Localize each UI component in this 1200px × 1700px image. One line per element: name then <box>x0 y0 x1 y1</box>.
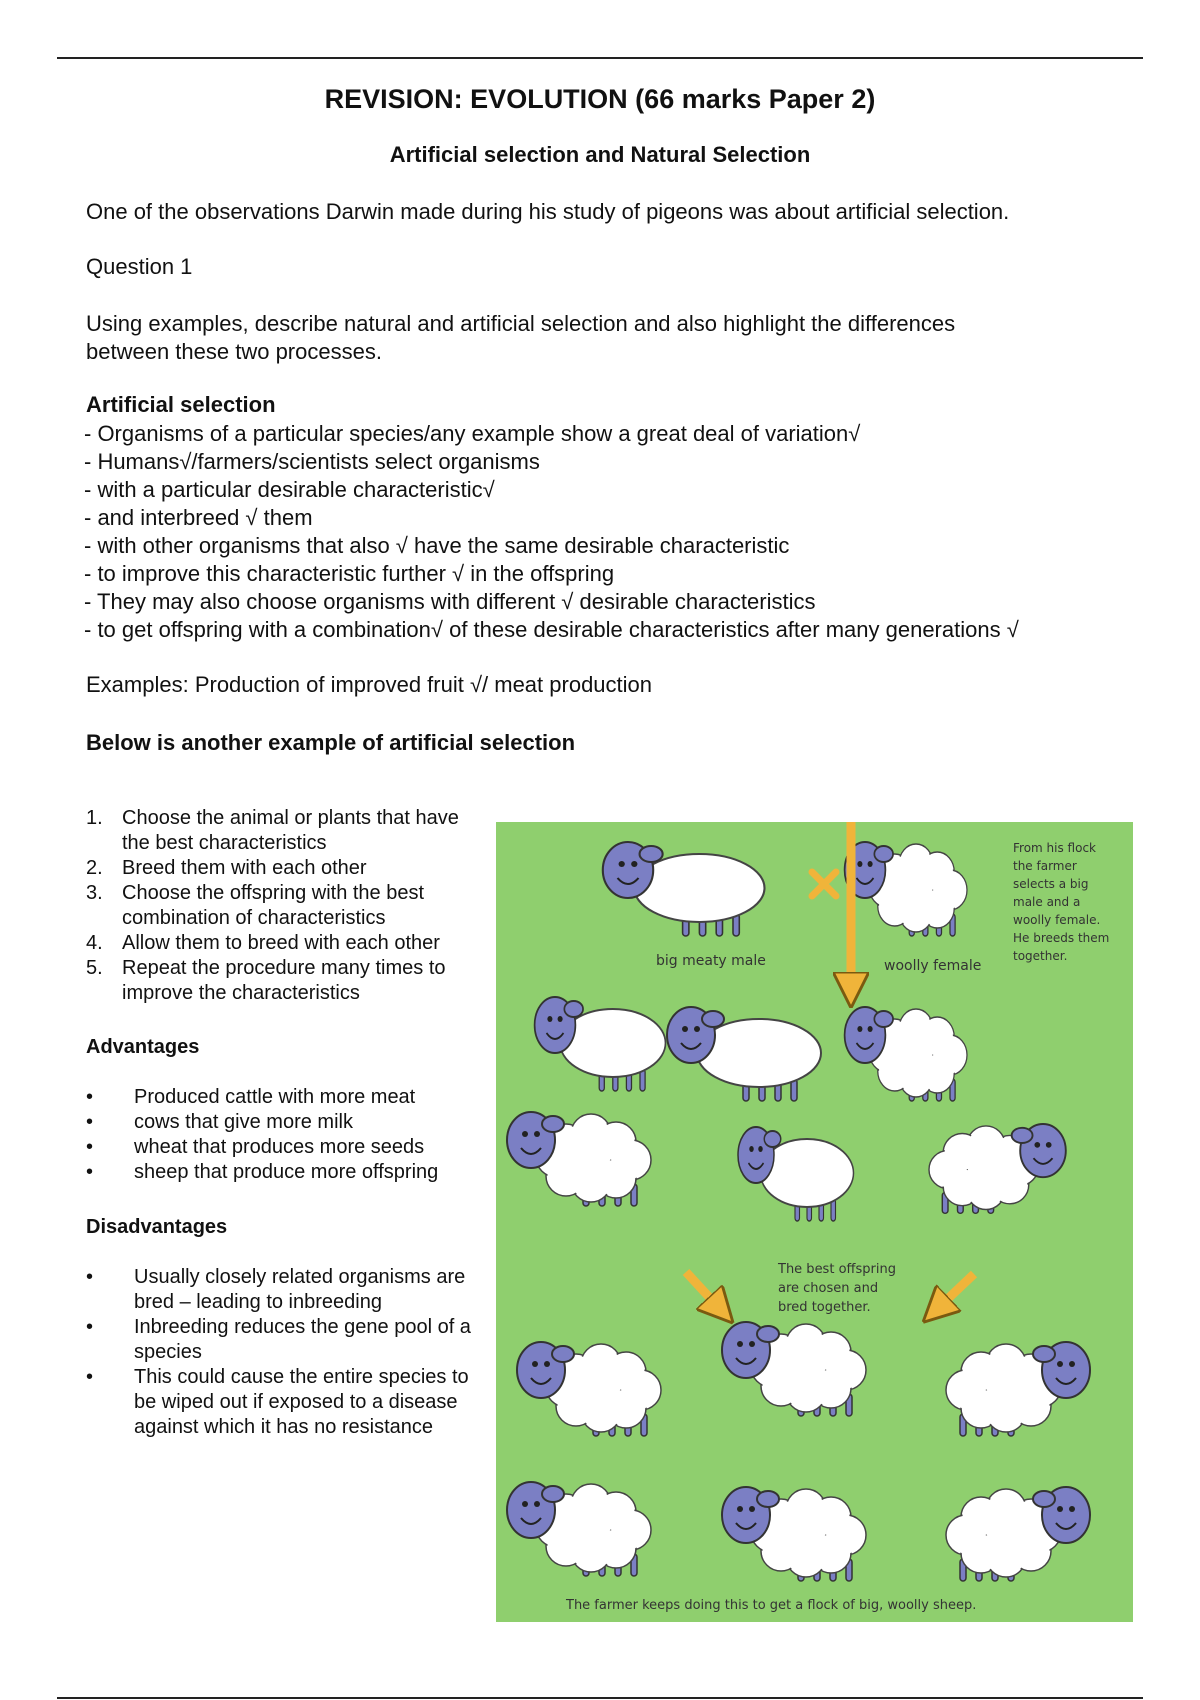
list-item <box>86 1135 486 1160</box>
artificial-selection-heading: Artificial selection <box>86 392 276 417</box>
sheep-group <box>507 842 1090 1581</box>
sheep-icon <box>946 1342 1090 1436</box>
step-text: Choose the offspring with the best combination of characteristics <box>122 882 425 929</box>
down-right-arrow-icon <box>686 1272 721 1310</box>
answer-line: - Organisms of a particular species/any example show a great deal of variation√ <box>84 421 861 446</box>
steps-list <box>86 806 486 1006</box>
sheep-icon <box>929 1124 1066 1213</box>
advantage-text: wheat that produces more seeds <box>134 1136 425 1158</box>
sheep-icon <box>845 842 967 936</box>
disadvantage-text: Usually closely related organisms are bred – leading to inbreeding <box>134 1266 466 1313</box>
side-note <box>1013 841 1109 963</box>
side-note-line: selects a big <box>1013 877 1089 891</box>
sheep-icon <box>667 1007 821 1101</box>
sheep-icon <box>738 1127 854 1221</box>
side-note-line: He breeds them <box>1013 931 1110 945</box>
step-text: Choose the animal or plants that have the best characteristics <box>122 807 459 854</box>
step-number: 1. <box>86 807 103 829</box>
answer-line: - and interbreed √ them <box>84 505 313 530</box>
list-item <box>86 1085 486 1110</box>
label-male: big meaty male <box>656 953 766 969</box>
top-rule <box>57 57 1143 59</box>
disadvantages-heading: Disadvantages <box>86 1216 228 1238</box>
advantage-text: Produced cattle with more meat <box>134 1086 416 1108</box>
step-item <box>86 956 486 1006</box>
examples-text: Examples: Production of improved fruit √/ meat production <box>86 672 653 697</box>
example-heading: Below is another example of artificial selection <box>86 730 576 755</box>
side-note-line: the farmer <box>1013 859 1077 873</box>
bullet-icon: • <box>86 1111 94 1133</box>
question-text: Using examples, describe natural and artificial selection and also highlight the differences between these two processes. <box>86 311 956 364</box>
page-title: REVISION: EVOLUTION (66 marks Paper 2) <box>324 84 876 114</box>
question-label: Question 1 <box>86 254 193 279</box>
step-item <box>86 931 486 956</box>
side-note-line: male and a <box>1013 895 1081 909</box>
disadvantage-text: This could cause the entire species to be wiped out if exposed to a disease against which it has no resistance <box>134 1366 469 1438</box>
list-item <box>86 1315 486 1365</box>
list-item <box>86 1160 486 1185</box>
middle-caption-line: are chosen and <box>778 1281 879 1296</box>
list-item <box>86 1365 486 1440</box>
list-item <box>86 1265 486 1315</box>
bullet-icon: • <box>86 1136 94 1158</box>
sheep-icon <box>517 1342 661 1436</box>
cross-icon <box>812 872 836 896</box>
sheep-icon <box>603 842 765 936</box>
sheep-icon <box>946 1487 1090 1581</box>
advantages-heading: Advantages <box>86 1036 200 1058</box>
step-text: Allow them to breed with each other <box>122 932 440 954</box>
step-number: 3. <box>86 882 103 904</box>
middle-caption-line: bred together. <box>778 1300 871 1315</box>
side-note-line: From his flock <box>1013 841 1096 855</box>
middle-caption-line: The best offspring <box>778 1262 896 1277</box>
answer-line: - They may also choose organisms with different √ desirable characteristics <box>84 589 816 614</box>
page-subtitle: Artificial selection and Natural Selection <box>389 142 811 167</box>
side-note-line: together. <box>1013 949 1068 963</box>
bottom-caption: The farmer keeps doing this to get a flock of big, woolly sheep. <box>566 1598 977 1613</box>
sheep-icon <box>722 1487 866 1581</box>
step-number: 2. <box>86 857 103 879</box>
answer-line: - with other organisms that also √ have the same desirable characteristic <box>84 533 790 558</box>
bullet-icon: • <box>86 1161 94 1183</box>
list-item <box>86 1110 486 1135</box>
label-female: woolly female <box>884 958 982 974</box>
down-left-arrow-icon <box>936 1274 974 1310</box>
step-item <box>86 856 486 881</box>
advantages-list <box>86 1085 486 1185</box>
sheep-icon <box>507 1112 651 1206</box>
answer-line: - to improve this characteristic further √ in the offspring <box>84 561 615 586</box>
answer-line: - Humans√/farmers/scientists select organisms <box>84 449 540 474</box>
sheep-icon <box>722 1322 866 1416</box>
advantage-text: sheep that produce more offspring <box>134 1161 439 1183</box>
bullet-icon: • <box>86 1366 94 1388</box>
intro-text: One of the observations Darwin made during his study of pigeons was about artificial selection. <box>86 199 1010 224</box>
step-number: 4. <box>86 932 103 954</box>
step-text: Repeat the procedure many times to improve the characteristics <box>122 957 446 1004</box>
advantage-text: cows that give more milk <box>134 1111 353 1133</box>
middle-caption <box>777 1262 896 1315</box>
step-item <box>86 806 486 856</box>
bullet-icon: • <box>86 1266 94 1288</box>
answer-line: - with a particular desirable characteristic√ <box>84 477 495 502</box>
disadvantage-text: Inbreeding reduces the gene pool of a species <box>134 1316 471 1363</box>
bottom-rule <box>57 1697 1143 1699</box>
sheep-icon <box>535 997 666 1091</box>
step-item <box>86 881 486 931</box>
disadvantages-list <box>86 1265 486 1440</box>
bullet-icon: • <box>86 1316 94 1338</box>
sheep-icon <box>507 1482 651 1576</box>
answer-line: - to get offspring with a combination√ of these desirable characteristics after many generations √ <box>84 617 1019 642</box>
step-number: 5. <box>86 957 103 979</box>
bullet-icon: • <box>86 1086 94 1108</box>
step-text: Breed them with each other <box>122 857 367 879</box>
side-note-line: woolly female. <box>1013 913 1101 927</box>
sheep-icon <box>845 1007 967 1101</box>
artificial-selection-answer <box>84 420 1144 644</box>
sheep-breeding-illustration <box>496 822 1133 1622</box>
illustration-canvas <box>496 822 1133 1622</box>
